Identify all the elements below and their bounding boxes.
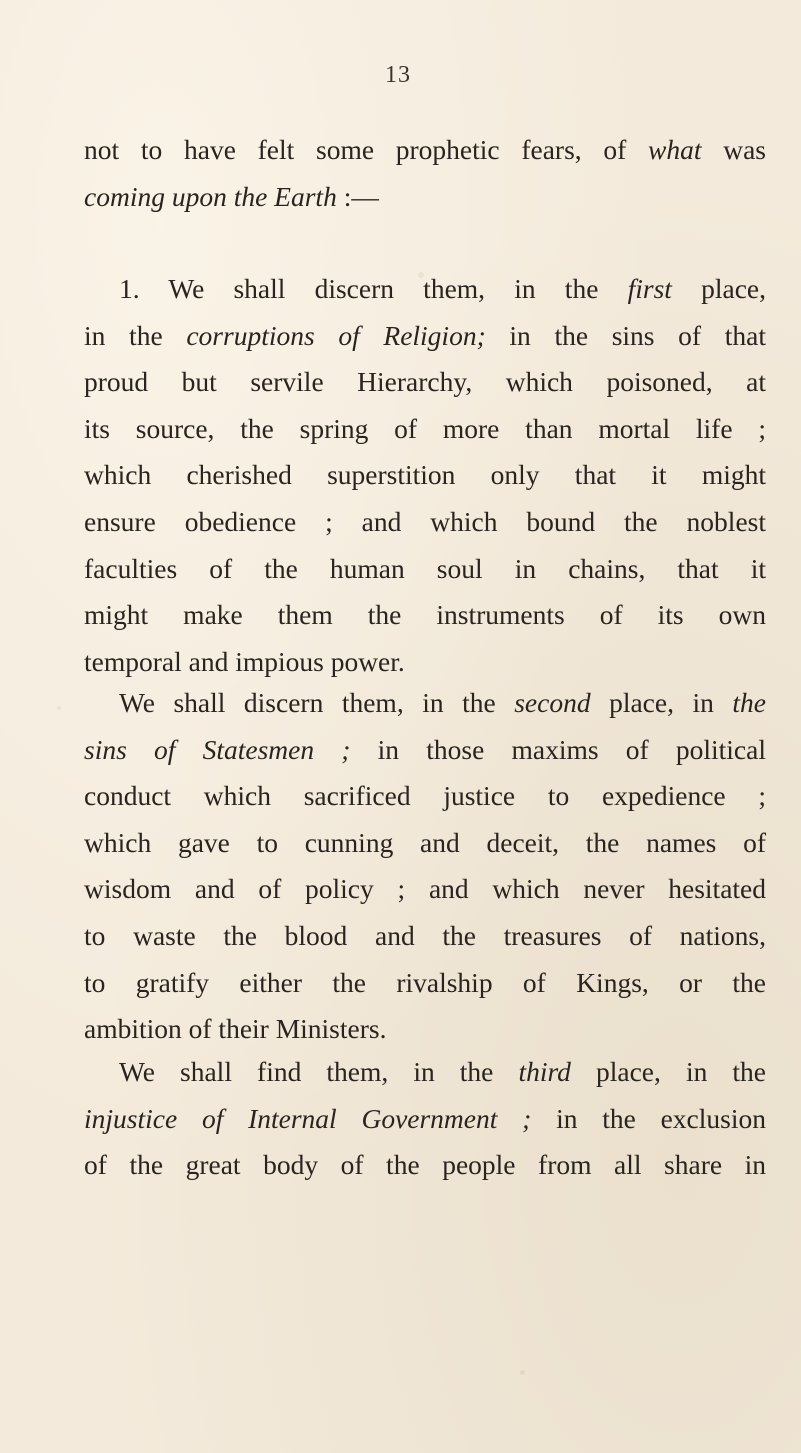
text-run: place, in the: [570, 1056, 766, 1087]
text-run: to waste the blood and the treasures of nations,: [84, 919, 766, 951]
text-run: wisdom and of policy ; and which never hesitated: [84, 873, 766, 905]
paper-spot: [520, 1370, 525, 1375]
text-run: conduct which sacrificed justice to expedience ;: [84, 780, 766, 812]
paper-spot: [57, 706, 61, 710]
text-line: [84, 1006, 766, 1053]
text-run: to gratify either the rivalship of Kings, or the: [84, 966, 766, 998]
italic-text-run: first: [627, 273, 672, 304]
text-run: We shall discern them, in the: [119, 687, 515, 718]
text-run: was: [701, 134, 766, 165]
text-run: :—: [336, 180, 379, 212]
text-run: proud but servile Hierarchy, which poisoned, at: [84, 366, 766, 398]
text-run: 1. We shall discern them, in the: [119, 273, 628, 304]
page-number: 13: [385, 62, 411, 88]
italic-text-run: second: [514, 687, 591, 718]
text-run: not to have felt some prophetic fears, of: [84, 134, 649, 165]
text-run: in the sins of that: [485, 319, 766, 351]
text-run: We shall find them, in the: [119, 1056, 519, 1087]
italic-text-run: third: [518, 1056, 571, 1087]
italic-text-run: coming upon the Earth: [84, 180, 337, 212]
text-line: [84, 773, 766, 820]
text-line: [84, 174, 766, 221]
text-line: [84, 913, 766, 960]
paragraph-4: [84, 1049, 766, 1189]
text-line: [84, 406, 766, 453]
text-line: [84, 592, 766, 639]
text-run: temporal and impious power.: [84, 645, 405, 677]
text-run: in those maxims of political: [350, 733, 766, 765]
italic-text-run: sins of Statesmen ;: [84, 733, 351, 765]
text-line: [84, 1096, 766, 1143]
text-run: place, in: [590, 687, 733, 718]
text-run: might make them the instruments of its own: [84, 599, 766, 631]
text-line: [84, 546, 766, 593]
text-line: [84, 960, 766, 1007]
paragraph-2: [84, 266, 766, 685]
text-run: in the: [84, 319, 187, 351]
text-line: [84, 359, 766, 406]
text-line: [84, 127, 766, 174]
text-line: [84, 866, 766, 913]
text-line: [84, 452, 766, 499]
italic-text-run: injustice of Internal Government ;: [84, 1102, 532, 1134]
text-line: [84, 680, 766, 727]
text-line: [84, 1142, 766, 1189]
paragraph-3: [84, 680, 766, 1053]
text-run: which gave to cunning and deceit, the names of: [84, 826, 766, 858]
text-line: [84, 820, 766, 867]
text-run: place,: [671, 273, 766, 304]
paragraph-1: [84, 127, 766, 220]
text-run: its source, the spring of more than mortal life ;: [84, 412, 766, 444]
text-run: which cherished superstition only that it might: [84, 459, 766, 491]
text-run: faculties of the human soul in chains, that it: [84, 552, 766, 584]
text-run: ensure obedience ; and which bound the noblest: [84, 505, 766, 537]
italic-text-run: corruptions of Religion;: [186, 319, 486, 351]
italic-text-run: the: [732, 687, 766, 718]
text-line: [84, 1049, 766, 1096]
text-line: [84, 727, 766, 774]
text-line: [84, 499, 766, 546]
text-line: [84, 266, 766, 313]
text-run: of the great body of the people from all share in: [84, 1149, 766, 1181]
text-line: [84, 639, 766, 686]
text-line: [84, 313, 766, 360]
text-run: ambition of their Ministers.: [84, 1013, 387, 1045]
italic-text-run: what: [648, 134, 702, 165]
text-run: in the exclusion: [531, 1102, 766, 1134]
